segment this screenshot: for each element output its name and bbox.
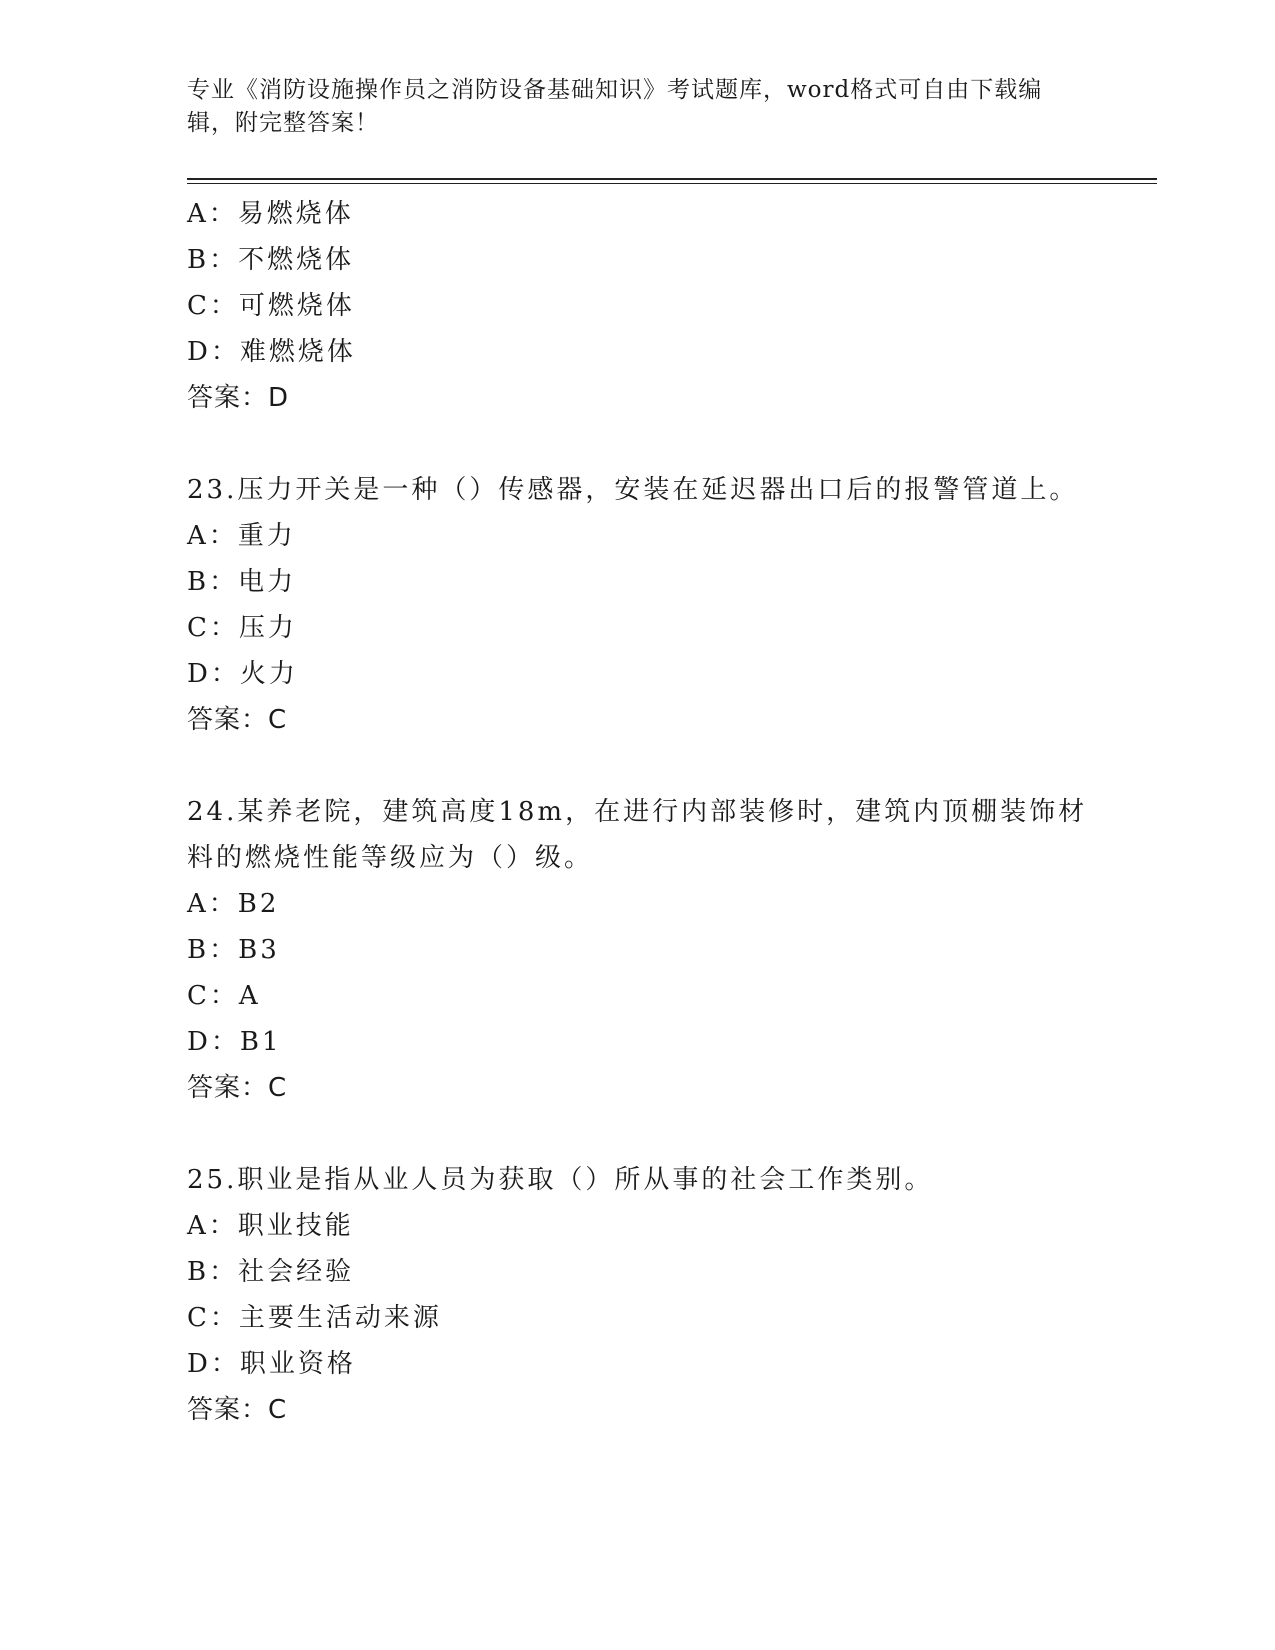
option-c: C：可燃烧体 <box>187 291 355 321</box>
option-b: B：B3 <box>187 935 280 965</box>
answer: 答案：C <box>187 1395 288 1425</box>
option-a: A：重力 <box>187 521 296 551</box>
option-a: A：B2 <box>187 889 280 919</box>
question-list <box>187 191 1087 1433</box>
answer: 答案：C <box>187 705 288 735</box>
option-d: D：B1 <box>187 1027 282 1057</box>
option-a: A：易燃烧体 <box>187 199 354 229</box>
option-b: B：不燃烧体 <box>187 245 355 275</box>
option-b: B：社会经验 <box>187 1257 355 1287</box>
spacer <box>187 421 1087 467</box>
question-22 <box>187 191 1087 421</box>
answer: 答案：C <box>187 1073 288 1103</box>
question-text-line-1: 24.某养老院，建筑高度18m，在进行内部装修时，建筑内顶棚装饰材 <box>187 797 1088 827</box>
option-d: D：职业资格 <box>187 1349 356 1379</box>
question-text-line-2: 料的燃烧性能等级应为（）级。 <box>187 843 594 873</box>
question-text: 23.压力开关是一种（）传感器，安装在延迟器出口后的报警管道上。 <box>187 475 1079 505</box>
option-b: B：电力 <box>187 567 297 597</box>
option-c: C：A <box>187 981 261 1011</box>
question-text: 25.职业是指从业人员为获取（）所从事的社会工作类别。 <box>187 1165 934 1195</box>
spacer <box>187 743 1087 789</box>
spacer <box>187 1111 1087 1157</box>
option-d: D：火力 <box>187 659 298 689</box>
question-24 <box>187 789 1087 1111</box>
option-c: C：压力 <box>187 613 297 643</box>
header-divider-thin <box>187 183 1157 184</box>
header-divider-thick <box>187 178 1157 180</box>
option-a: A：职业技能 <box>187 1211 354 1241</box>
question-25 <box>187 1157 1087 1433</box>
answer: 答案：D <box>187 383 290 413</box>
option-d: D：难燃烧体 <box>187 337 356 367</box>
document-header: 专业《消防设施操作员之消防设备基础知识》考试题库，word格式可自由下载编辑，附完整答案！ <box>187 77 1043 136</box>
question-23 <box>187 467 1087 743</box>
option-c: C：主要生活动来源 <box>187 1303 442 1333</box>
